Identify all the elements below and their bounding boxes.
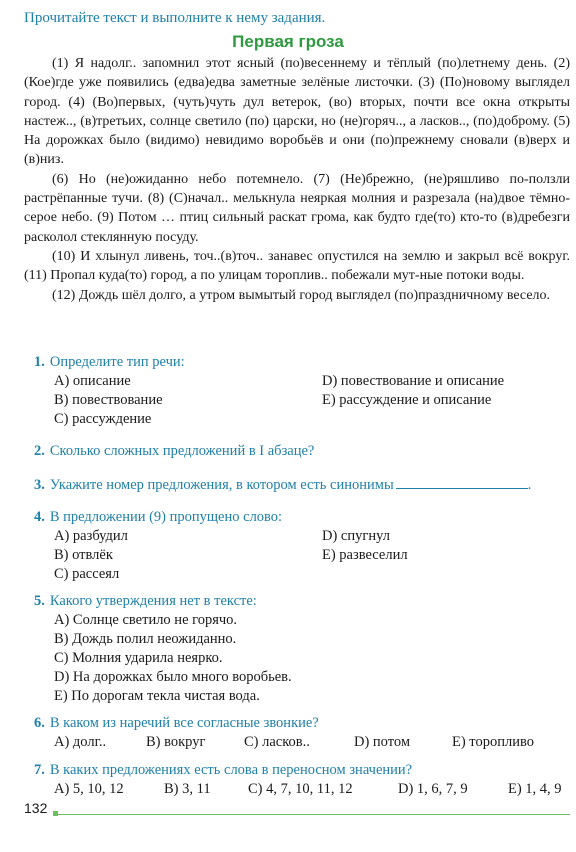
question-text: Укажите номер предложения, в котором есть синонимы — [49, 477, 394, 493]
text-title: Первая гроза — [232, 32, 344, 51]
question-text: В каких предложениях есть слова в переносном значении? — [49, 762, 413, 778]
question-number: 6. — [34, 715, 45, 731]
option-d[interactable]: D) 1, 6, 7, 9 — [398, 781, 468, 797]
option-e[interactable]: E) По дорогам текла чистая вода. — [54, 688, 260, 704]
question-5 — [34, 591, 570, 707]
question-text: В каком из наречий все согласные звонкие? — [49, 715, 319, 731]
question-4 — [34, 507, 570, 585]
option-d[interactable]: D) спугнул — [322, 528, 390, 544]
option-a[interactable]: A) описание — [54, 373, 131, 389]
option-c[interactable]: C) Молния ударила неярко. — [54, 650, 223, 666]
option-e[interactable]: E) торопливо — [452, 734, 534, 750]
footer-rule — [56, 814, 570, 815]
option-d[interactable]: D) На дорожках было много воробьев. — [54, 669, 292, 685]
paragraph-2: (6) Но (не)ожиданно небо потемнело. (7) (Не)брежно, (не)ряшливо по-ползли растрёпанные тучи. (8) (С)начал.. мелькнула неяркая молния и разрезала (на)двое тёмно-серое небо. (9) Потом … птиц сильный раскат грома, как будто где(то) кто-то (в)дребезги расколол стеклянную посуду. — [24, 171, 570, 245]
question-3 — [34, 474, 570, 494]
question-7 — [34, 760, 570, 800]
question-6-options — [54, 733, 570, 753]
question-4-options — [54, 527, 570, 585]
option-c[interactable]: C) рассуждение — [54, 411, 152, 427]
question-number: 3. — [34, 477, 45, 493]
question-4-heading — [34, 507, 570, 527]
reading-text — [24, 54, 570, 305]
question-text: В предложении (9) пропущено слово: — [49, 509, 283, 525]
page-number: 132 — [24, 800, 48, 816]
question-6 — [34, 713, 570, 753]
answer-blank[interactable] — [396, 474, 528, 489]
question-text: Определите тип речи: — [49, 354, 185, 370]
option-c[interactable]: C) 4, 7, 10, 11, 12 — [248, 781, 353, 797]
question-7-heading — [34, 760, 570, 780]
question-2 — [34, 441, 570, 461]
question-number: 1. — [34, 354, 45, 370]
question-number: 2. — [34, 443, 45, 459]
option-e[interactable]: E) рассуждение и описание — [322, 392, 492, 408]
option-a[interactable]: A) 5, 10, 12 — [54, 781, 124, 797]
option-a[interactable]: A) разбудил — [54, 528, 128, 544]
question-text: Какого утверждения нет в тексте: — [49, 593, 257, 609]
question-text: Сколько сложных предложений в I абзаце? — [49, 443, 315, 459]
option-b[interactable]: B) вокруг — [146, 734, 206, 750]
option-d[interactable]: D) потом — [354, 734, 411, 750]
question-number: 4. — [34, 509, 45, 525]
question-number: 5. — [34, 593, 45, 609]
question-6-heading — [34, 713, 570, 733]
question-3-heading — [34, 474, 570, 494]
option-b[interactable]: B) повествование — [54, 392, 163, 408]
question-1-options — [54, 372, 570, 430]
option-b[interactable]: B) Дождь полил неожиданно. — [54, 631, 237, 647]
question-7-options — [54, 780, 570, 800]
question-5-options — [54, 611, 570, 707]
option-b[interactable]: B) отвлёк — [54, 547, 113, 563]
question-1-heading — [34, 352, 570, 372]
paragraph-1: (1) Я надолг.. запомнил этот ясный (по)весеннему и тёплый (по)летнему день. (2) (Кое)где уже появились (едва)едва заметные зелёные листочки. (3) (По)новому выглядел город. (4) (Во)первых, (чуть)чуть дул ветерок, (во) вторых, почти все окна открыты настеж.., (в)третьих, солнце светило (по) царски, но (не)горяч.., а ласков.., (по)доброму. (5) На дорожках было (видимо) невидимо воробьёв и они (по)прежнему сновали (в)верх и (в)низ. — [24, 56, 570, 168]
task-instruction: Прочитайте текст и выполните к нему задания. — [24, 10, 326, 26]
option-a[interactable]: A) Солнце светило не горячо. — [54, 612, 238, 628]
question-5-heading — [34, 591, 570, 611]
option-c[interactable]: C) ласков.. — [244, 734, 310, 750]
option-e[interactable]: E) развеселил — [322, 547, 408, 563]
paragraph-3: (10) И хлынул ливень, точ..(в)точ.. занавес опустился на землю и закрыл всё вокруг. (11) Пропал куда(то) город, а по улицам тороплив.. побежали мут-ные потоки воды. — [24, 248, 570, 284]
option-a[interactable]: A) долг.. — [54, 734, 107, 750]
question-suffix: . — [527, 477, 532, 493]
paragraph-4: (12) Дождь шёл долго, а утром вымытый город выглядел (по)праздничному весело. — [52, 287, 551, 303]
option-d[interactable]: D) повествование и описание — [322, 373, 505, 389]
question-2-heading — [34, 441, 570, 461]
option-e[interactable]: E) 1, 4, 9 — [508, 781, 562, 797]
question-number: 7. — [34, 762, 45, 778]
option-c[interactable]: C) рассеял — [54, 566, 120, 582]
question-1 — [34, 352, 570, 430]
option-b[interactable]: B) 3, 11 — [164, 781, 211, 797]
